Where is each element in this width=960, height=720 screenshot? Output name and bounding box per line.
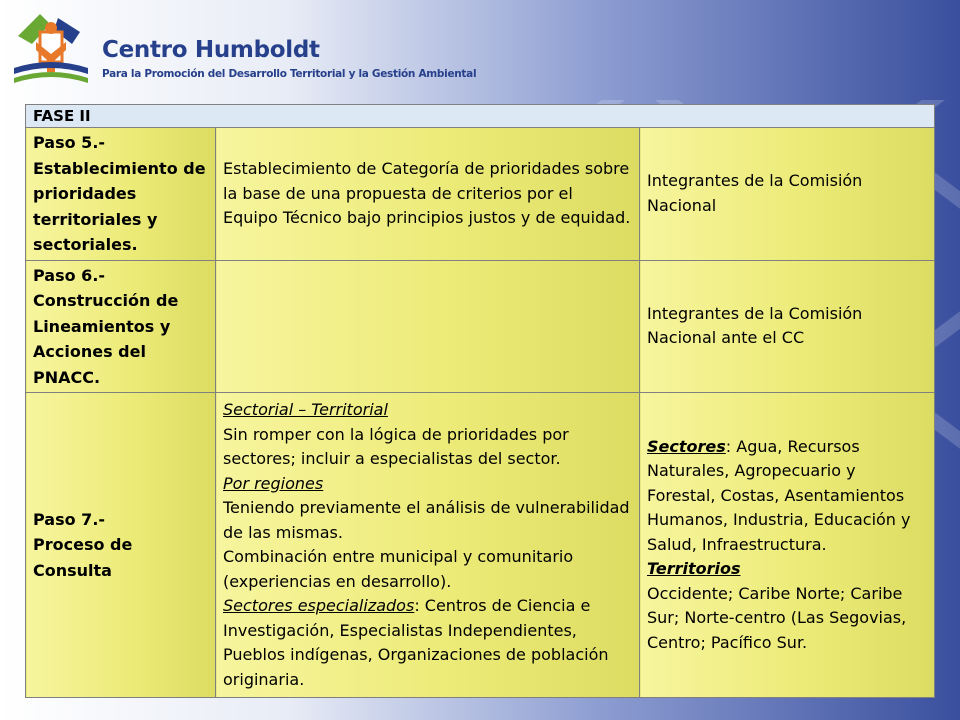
territories-heading: Territorios	[647, 559, 741, 579]
step-title: Proceso de Consulta	[33, 535, 133, 580]
regions-text: Teniendo previamente el análisis de vulnerabilidad de las mismas.	[223, 498, 630, 542]
sectors-heading: Sectores	[647, 436, 726, 456]
table-row	[26, 393, 935, 698]
territories-text: Occidente; Caribe Norte; Caribe Sur; Norte-centro (Las Segovias, Centro; Pacífico Sur.	[647, 583, 907, 652]
table-row	[26, 128, 935, 261]
sectorial-heading: Sectorial – Territorial	[223, 400, 388, 419]
phase-table	[25, 104, 935, 698]
step-number: Paso 5.-	[33, 133, 106, 152]
combination-text: Combinación entre municipal y comunitario (experiencias en desarrollo).	[223, 547, 574, 591]
responsible-text: Integrantes de la Comisión Nacional	[647, 171, 863, 215]
specialized-block	[223, 594, 632, 692]
description-cell	[216, 128, 640, 261]
centro-humboldt-logo-icon	[10, 10, 92, 90]
description-cell	[216, 260, 640, 393]
step-cell	[26, 128, 216, 261]
step-cell	[26, 260, 216, 393]
specialized-heading: Sectores especializados	[223, 596, 415, 615]
specialized-text: : Centros de Ciencia e Investigación, Especialistas Independientes, Pueblos indígenas, Organizaciones de población originaria.	[223, 596, 609, 689]
sectors-text: : Agua, Recursos Naturales, Agropecuario y Forestal, Costas, Asentamientos Humanos, Industria, Educación y Salud, Infraestructura.	[647, 436, 911, 554]
org-name: Centro Humboldt	[102, 37, 320, 63]
step-number: Paso 6.-	[33, 265, 106, 285]
step-cell	[26, 393, 216, 698]
responsible-cell	[640, 393, 935, 698]
phase-header: FASE II	[26, 105, 935, 128]
responsible-cell	[640, 128, 935, 261]
sectors-block	[647, 435, 927, 558]
description-text: Establecimiento de Categoría de prioridades sobre la base de una propuesta de criterios por el Equipo Técnico bajo principios justos y de equidad.	[223, 159, 631, 227]
sectorial-text: Sin romper con la lógica de prioridades por sectores; incluir a especialistas del sector.	[223, 424, 569, 468]
regions-heading: Por regiones	[223, 473, 324, 493]
header	[0, 0, 960, 100]
step-number: Paso 7.-	[33, 509, 106, 529]
responsible-text: Integrantes de la Comisión Nacional ante el CC	[647, 303, 863, 348]
step-title: Construcción de Lineamientos y Acciones del PNACC.	[33, 291, 179, 387]
org-tagline: Para la Promoción del Desarrollo Territorial y la Gestión Ambiental	[102, 68, 477, 80]
description-cell	[216, 393, 640, 698]
responsible-cell	[640, 260, 935, 393]
step-title: Establecimiento de prioridades territoriales y sectoriales.	[33, 158, 206, 254]
table-row	[26, 260, 935, 393]
